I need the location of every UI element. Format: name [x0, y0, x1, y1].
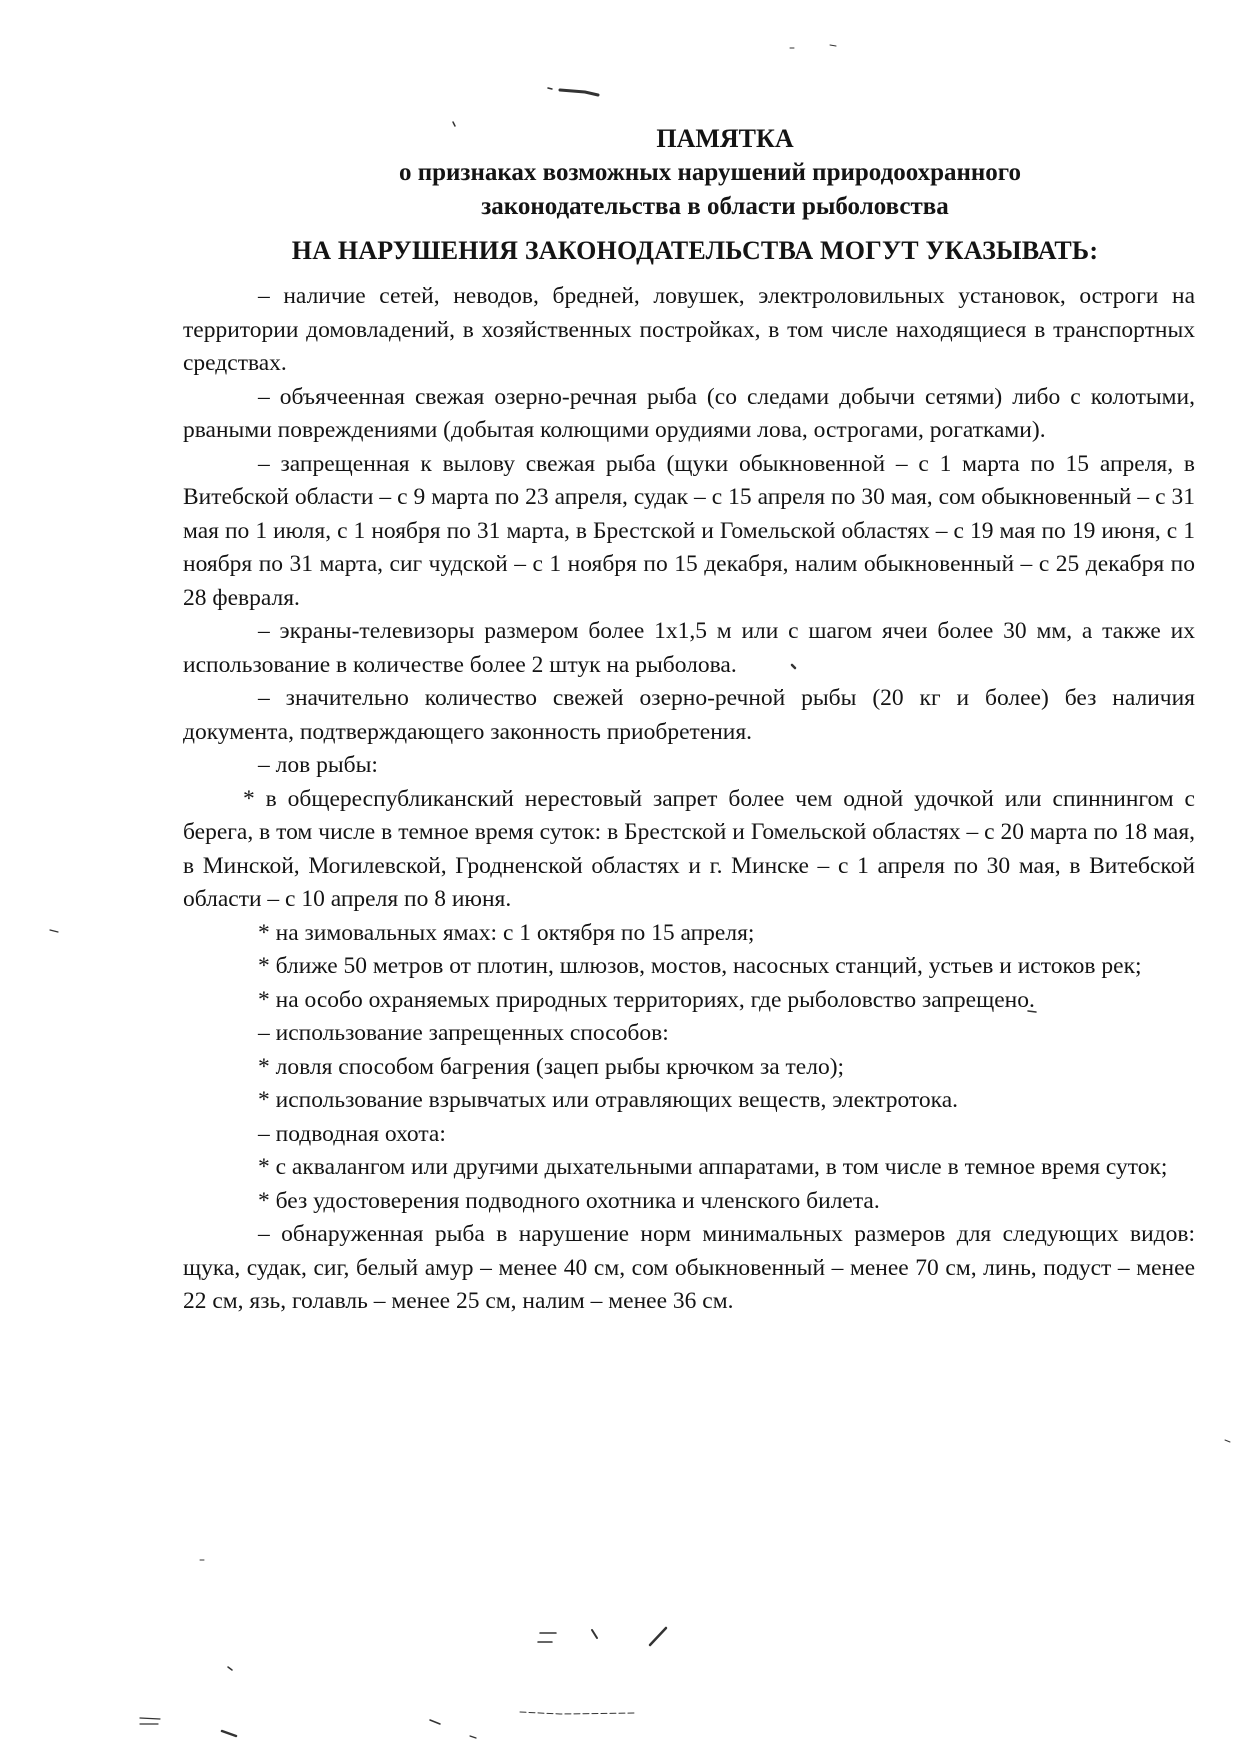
paragraph-netted-fish: – объячеенная свежая озерно-речная рыба (со следами добычи сетями) либо с колотыми, рваными повреждениями (добытая колющими орудиями лова, острогами, рогатками).: [183, 383, 1195, 443]
scan-mark: [228, 1667, 232, 1670]
scan-mark: [222, 1731, 236, 1736]
scan-mark: [1225, 1440, 1230, 1442]
paragraph-fishing-gear: – наличие сетей, неводов, бредней, ловушек, электроловильных установок, остроги на территории домовладений, в хозяйственных постройках, в том числе находящиеся в транспортных средствах.: [183, 283, 1195, 376]
scan-mark: [50, 930, 58, 932]
scan-mark: [140, 1718, 160, 1724]
scan-mark: [538, 1633, 556, 1642]
paragraph-prohibited-catch: – запрещенная к вылову свежая рыба (щуки обыкновенной – с 1 марта по 15 апреля, в Витебской области – с 9 марта по 23 апреля, судак – с 15 апреля по 30 мая, сом обыкновенный – с 31 мая по 1 июля, с 1 ноября по 31 марта, в Брестской и Гомельской областях – с 19 мая по 19 июня, с 1 ноября по 31 марта, сиг чудской – с 1 ноября по 15 декабря, налим обыкновенный – с 25 декабря по 28 февраля.: [183, 450, 1195, 611]
pen-stroke: [650, 1628, 666, 1645]
document-subtitle-line-2: законодательства в области рыболовства: [481, 193, 949, 220]
paragraph-spearfishing: – подводная охота:: [258, 1120, 446, 1147]
scan-mark: [790, 45, 836, 48]
scan-mark: [430, 1720, 440, 1724]
scan-mark: [548, 88, 552, 89]
title-block: [300, 122, 1120, 224]
paragraph-near-dams: * ближе 50 метров от плотин, шлюзов, мостов, насосных станций, устьев и истоков рек;: [258, 953, 1142, 979]
scan-mark: [560, 90, 598, 95]
scan-mark: [592, 1630, 597, 1638]
paragraph-no-license: * без удостоверения подводного охотника и членского билета.: [258, 1187, 880, 1214]
document-subtitle-line-1: о признаках возможных нарушений природоохранного: [398, 159, 1022, 186]
scan-mark: [520, 1712, 635, 1714]
paragraph-large-quantity: – значительно количество свежей озерно-речной рыбы (20 кг и более) без наличия документа, подтверждающего законность приобретения.: [183, 685, 1195, 745]
document-title: ПАМЯТКА: [656, 124, 794, 153]
paragraph-tv-screens: – экраны-телевизоры размером более 1х1,5 м или с шагом ячеи более 30 мм, а также их использование в количестве более 2 штук на рыболова.: [183, 618, 1195, 678]
paragraph-snagging: * ловля способом багрения (зацеп рыбы крючком за тело);: [258, 1053, 845, 1080]
paragraph-protected-areas: * на особо охраняемых природных территориях, где рыболовство запрещено.: [258, 986, 1035, 1013]
paragraph-explosives: * использование взрывчатых или отравляющих веществ, электротока.: [258, 1087, 959, 1113]
paragraph-scuba: * с аквалангом или другими дыхательными аппаратами, в том числе в темное время суток;: [258, 1154, 1168, 1180]
paragraph-prohibited-methods: – использование запрещенных способов:: [258, 1020, 669, 1046]
paragraph-fishing: – лов рыбы:: [258, 752, 378, 778]
paragraph-min-sizes: – обнаруженная рыба в нарушение норм минимальных размеров для следующих видов: щука, судак, сиг, белый амур – менее 40 см, сом обыкновенный – менее 70 см, линь, подуст – менее 22 см, язь, голавль – менее 25 см, налим – менее 36 см.: [183, 1221, 1195, 1314]
paragraph-wintering-pits: * на зимовальных ямах: с 1 октября по 15 апреля;: [258, 919, 755, 946]
section-heading: НА НАРУШЕНИЯ ЗАКОНОДАТЕЛЬСТВА МОГУТ УКАЗЫВАТЬ:: [291, 236, 1099, 265]
document-body: [183, 280, 1195, 1319]
paragraph-spawning-ban: * в общереспубликанский нерестовый запрет более чем одной удочкой или спиннингом с берега, в том числе в темное время суток: в Брестской и Гомельской областях – с 20 марта по 18 мая, в Минской, Могилевской, Гродненской областях и г. Минске – с 1 апреля по 30 мая, в Витебской области – с 10 апреля по 8 июня.: [183, 785, 1195, 912]
scan-mark: [470, 1736, 476, 1738]
